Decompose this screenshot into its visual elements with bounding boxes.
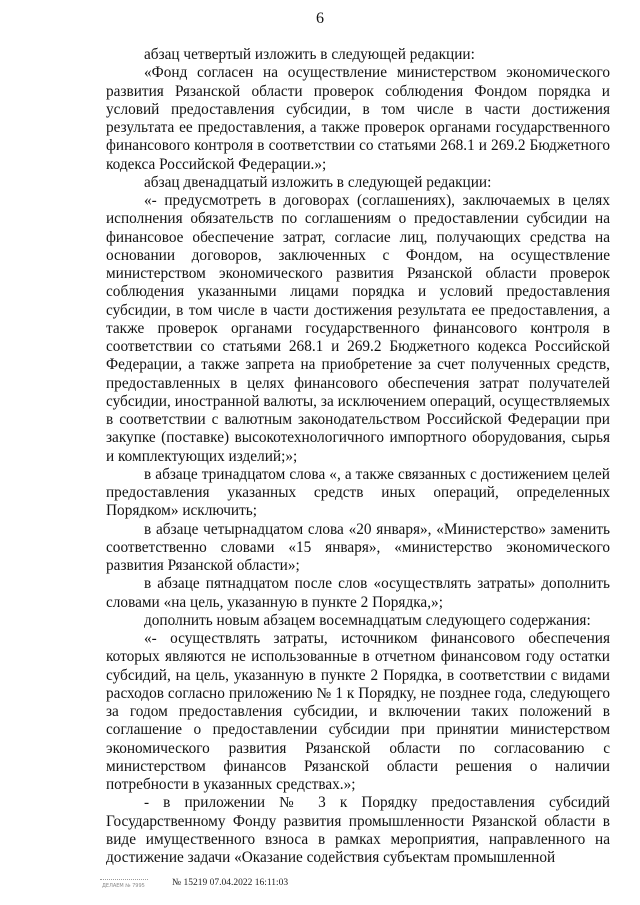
paragraph-6: в абзаце четырнадцатом слова «20 января», «Министерство» заменить соответственно словами «15 января», «министерство экономического развития Рязанской области»; <box>106 520 610 574</box>
registration-stamp <box>100 871 162 893</box>
paragraph-10: - в приложении № 3 к Порядку предоставления субсидий Государственному Фонду развития промышленности Рязанской области в виде имущественного взноса в рамках мероприятия, направленного на достижение задачи «Оказание содействия субъектам промышленной <box>106 794 610 866</box>
footer <box>100 871 360 897</box>
stamp-text: ДЕЛАЕМ № 7995 <box>102 883 145 889</box>
paragraph-5: в абзаце тринадцатом слова «, а также связанных с достижением целей предоставления указанных средств иных операций, определенных Порядком» исключить; <box>106 465 610 520</box>
paragraph-8: дополнить новым абзацем восемнадцатым следующего содержания: <box>144 611 591 629</box>
paragraph-3: абзац двенадцатый изложить в следующей редакции: <box>144 173 492 191</box>
paragraph-2: «Фонд согласен на осуществление министерством экономического развития Рязанской области проверок соблюдения Фондом порядка и условий предоставления субсидии, в том числе в части достижения результата ее предоставления, а также проверок органами государственного финансового контроля в соответствии со статьями 268.1 и 269.2 Бюджетного кодекса Российской Федерации.»; <box>106 64 610 173</box>
document-id: № 15219 07.04.2022 16:11:03 <box>172 878 289 888</box>
page-number: 6 <box>316 10 324 27</box>
paragraph-4: «- предусмотреть в договорах (соглашениях), заключаемых в целях исполнения обязательств по соглашениям о предоставлении субсидии на финансовое обеспечение затрат, согласие лиц, получающих средства на основании договоров, заключенных с Фондом, на осуществление министерством экономического развития Рязанской области проверок соблюдения указанными лицами порядка и условий предоставления субсидии, в том числе в части достижения результата ее предоставления, а также проверок органами государственного финансового контроля в соответствии со статьями 268.1 и 269.2 Бюджетного кодекса Российской Федерации, а также запрета на приобретение за счет полученных средств, предоставленных в целях финансового обеспечения затрат получателей субсидии, иностранной валюты, за исключением операций, осуществляемых в соответствии с валютным законодательством Российской Федерации при закупке (поставке) высокотехнологичного импортного оборудования, сырья и комплектующих изделий;»; <box>106 192 610 465</box>
paragraph-1: абзац четвертый изложить в следующей редакции: <box>144 46 475 63</box>
paragraph-7: в абзаце пятнадцатом после слов «осуществлять затраты» дополнить словами «на цель, указанную в пункте 2 Порядка,»; <box>106 575 610 611</box>
stamp-line <box>100 879 148 880</box>
document-body <box>106 46 610 867</box>
paragraph-9: «- осуществлять затраты, источником финансового обеспечения которых являются не использованные в отчетном финансовом году остатки субсидий, на цель, указанную в пункте 2 Порядка, в соответствии с видами расходов согласно приложению № 1 к Порядку, не позднее года, следующего за годом предоставления субсидии, и включении таких положений в соглашение о предоставлении субсидии при принятии министерством экономического развития Рязанской области по согласованию с министерством финансов Рязанской области решения о наличии потребности в указанных средствах.»; <box>106 630 610 793</box>
